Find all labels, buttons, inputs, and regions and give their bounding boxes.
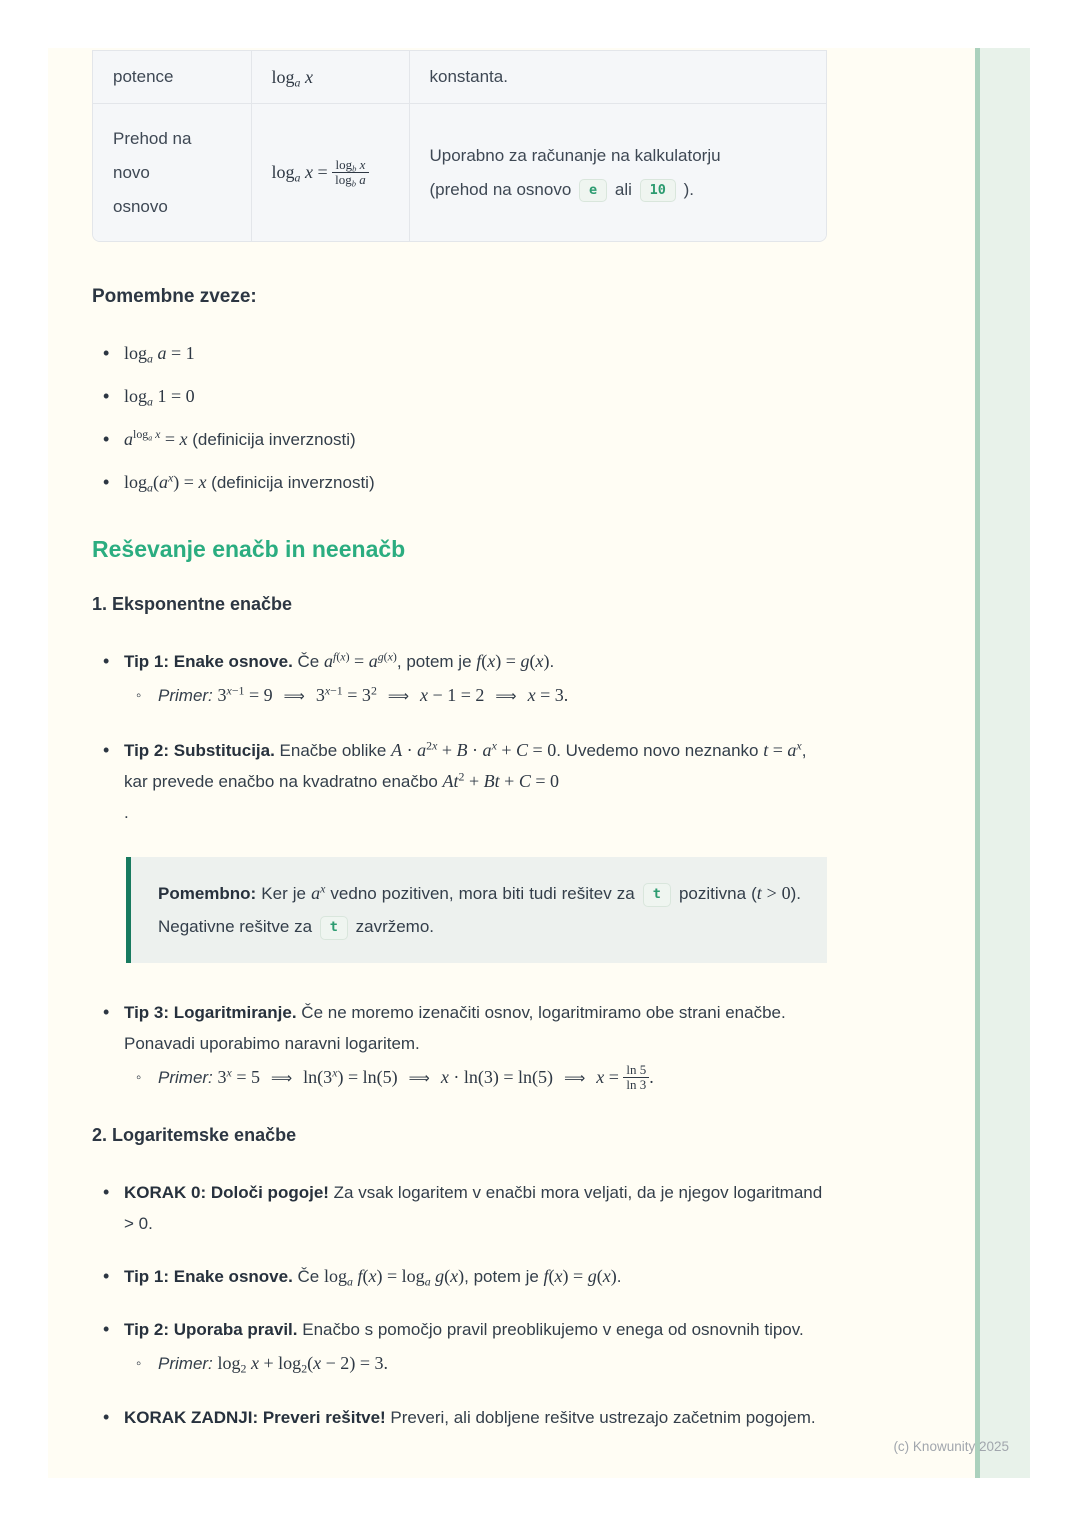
- pdf-page: [48, 48, 1030, 1478]
- right-accent-strip: [975, 48, 1030, 1478]
- table-row-prehod: [93, 104, 826, 242]
- cell-rule-note: Uporabno za računanje na kalkulatorju (prehod na osnovo e ali 10 ).: [409, 104, 826, 242]
- bullet-tip2-exp: • Tip 2: Substitucija. Enačbe oblike $A \cdot a^{2x} + B \cdot a^x + C = 0$. Uvedemo novo neznanko $t = a^x$, kar prevede enačbo na kvadratno enačbo $At^2 + Bt + C = 0$ .: [92, 735, 827, 828]
- log-rules-table: [93, 51, 826, 241]
- relation-item: • $\log_a 1 = 0$: [92, 381, 827, 412]
- code-chip-10: 10: [640, 179, 676, 203]
- relation-item: • $a^{log_a x} = x$ (definicija inverznosti): [92, 424, 827, 455]
- subsection-exponential: 1. Eksponentne enačbe: [92, 594, 293, 614]
- code-chip-e: e: [579, 179, 607, 203]
- section-heading-solving: Reševanje enačb in neenačb: [92, 536, 406, 562]
- bullet-tip3-exp: • Tip 3: Logaritmiranje. Če ne moremo izenačiti osnov, logaritmiramo obe strani enačbe. Ponavadi uporabimo naravni logaritem.: [92, 997, 827, 1059]
- cell-rule-note: konstanta.: [409, 51, 826, 104]
- subsection-logarithmic: 2. Logaritemske enačbe: [92, 1125, 297, 1145]
- bullet-tip1-exp: • Tip 1: Enake osnove. Če $a^{f(x)} = a^{g(x)}$, potem je f(x) = g(x).: [92, 646, 827, 677]
- bullet-tip2-log: • Tip 2: Uporaba pravil. Enačbo s pomočjo pravil preoblikujemo v enega od osnovnih tipov.: [92, 1314, 827, 1345]
- bullet-korak-zadnji: • KORAK ZADNJI: Preveri rešitve! Preveri, ali dobljene rešitve ustrezajo začetnim pogojem.: [92, 1402, 827, 1433]
- relation-item: • $\log_a(a^x) = x$ (definicija inverznosti): [92, 467, 827, 498]
- cell-rule-formula: $\log_a x$: [251, 51, 409, 104]
- page-content: [92, 48, 827, 1433]
- cell-rule-name: potence: [93, 51, 251, 104]
- copyright-watermark: (c) Knowunity 2025: [893, 1439, 1009, 1454]
- bullet-tip1-log: • Tip 1: Enake osnove. Če $\log_a f(x) = \log_a g(x)$, potem je f(x) = g(x).: [92, 1261, 827, 1292]
- subbullet-tip3-primer: ◦ Primer: $3^x = 5$ ⟹ $\ln(3^x) = \ln(5)$ ⟹ x · ln(3) = ln(5) ⟹ x = $\frac{\ln 5}{\ln 3}$ .: [92, 1061, 827, 1095]
- important-callout: Pomembno: Ker je $a^x$ vedno pozitiven, mora biti tudi rešitev za t pozitivna (t > 0). Negativne rešitve za t zavržemo.: [126, 857, 827, 963]
- cell-rule-name: Prehod na novo osnovo: [93, 104, 251, 242]
- subbullet-tip1-primer: ◦ Primer: $3^{x-1} = 9$ ⟹ $3^{x-1} = 3^2$ ⟹ x − 1 = 2 ⟹ x = 3.: [92, 679, 827, 713]
- rules-table-wrapper: [92, 50, 827, 242]
- code-chip-t: t: [320, 916, 348, 940]
- bullet-korak0: • KORAK 0: Določi pogoje! Za vsak logaritem v enačbi mora veljati, da je njegov logaritmand > 0.: [92, 1177, 827, 1239]
- relation-item: • $\log_a a = 1$: [92, 338, 827, 369]
- code-chip-t: t: [643, 883, 671, 907]
- cell-rule-formula: $\log_a x$ = $\frac{\log_b x}{\log_b a}$: [251, 104, 409, 242]
- table-row-potence: [93, 51, 826, 104]
- relations-list: [92, 338, 827, 498]
- relations-title: Pomembne zveze:: [92, 286, 257, 307]
- subbullet-tip2-primer: ◦ Primer: $\log_2 x + \log_2(x - 2) = 3$.: [92, 1347, 827, 1380]
